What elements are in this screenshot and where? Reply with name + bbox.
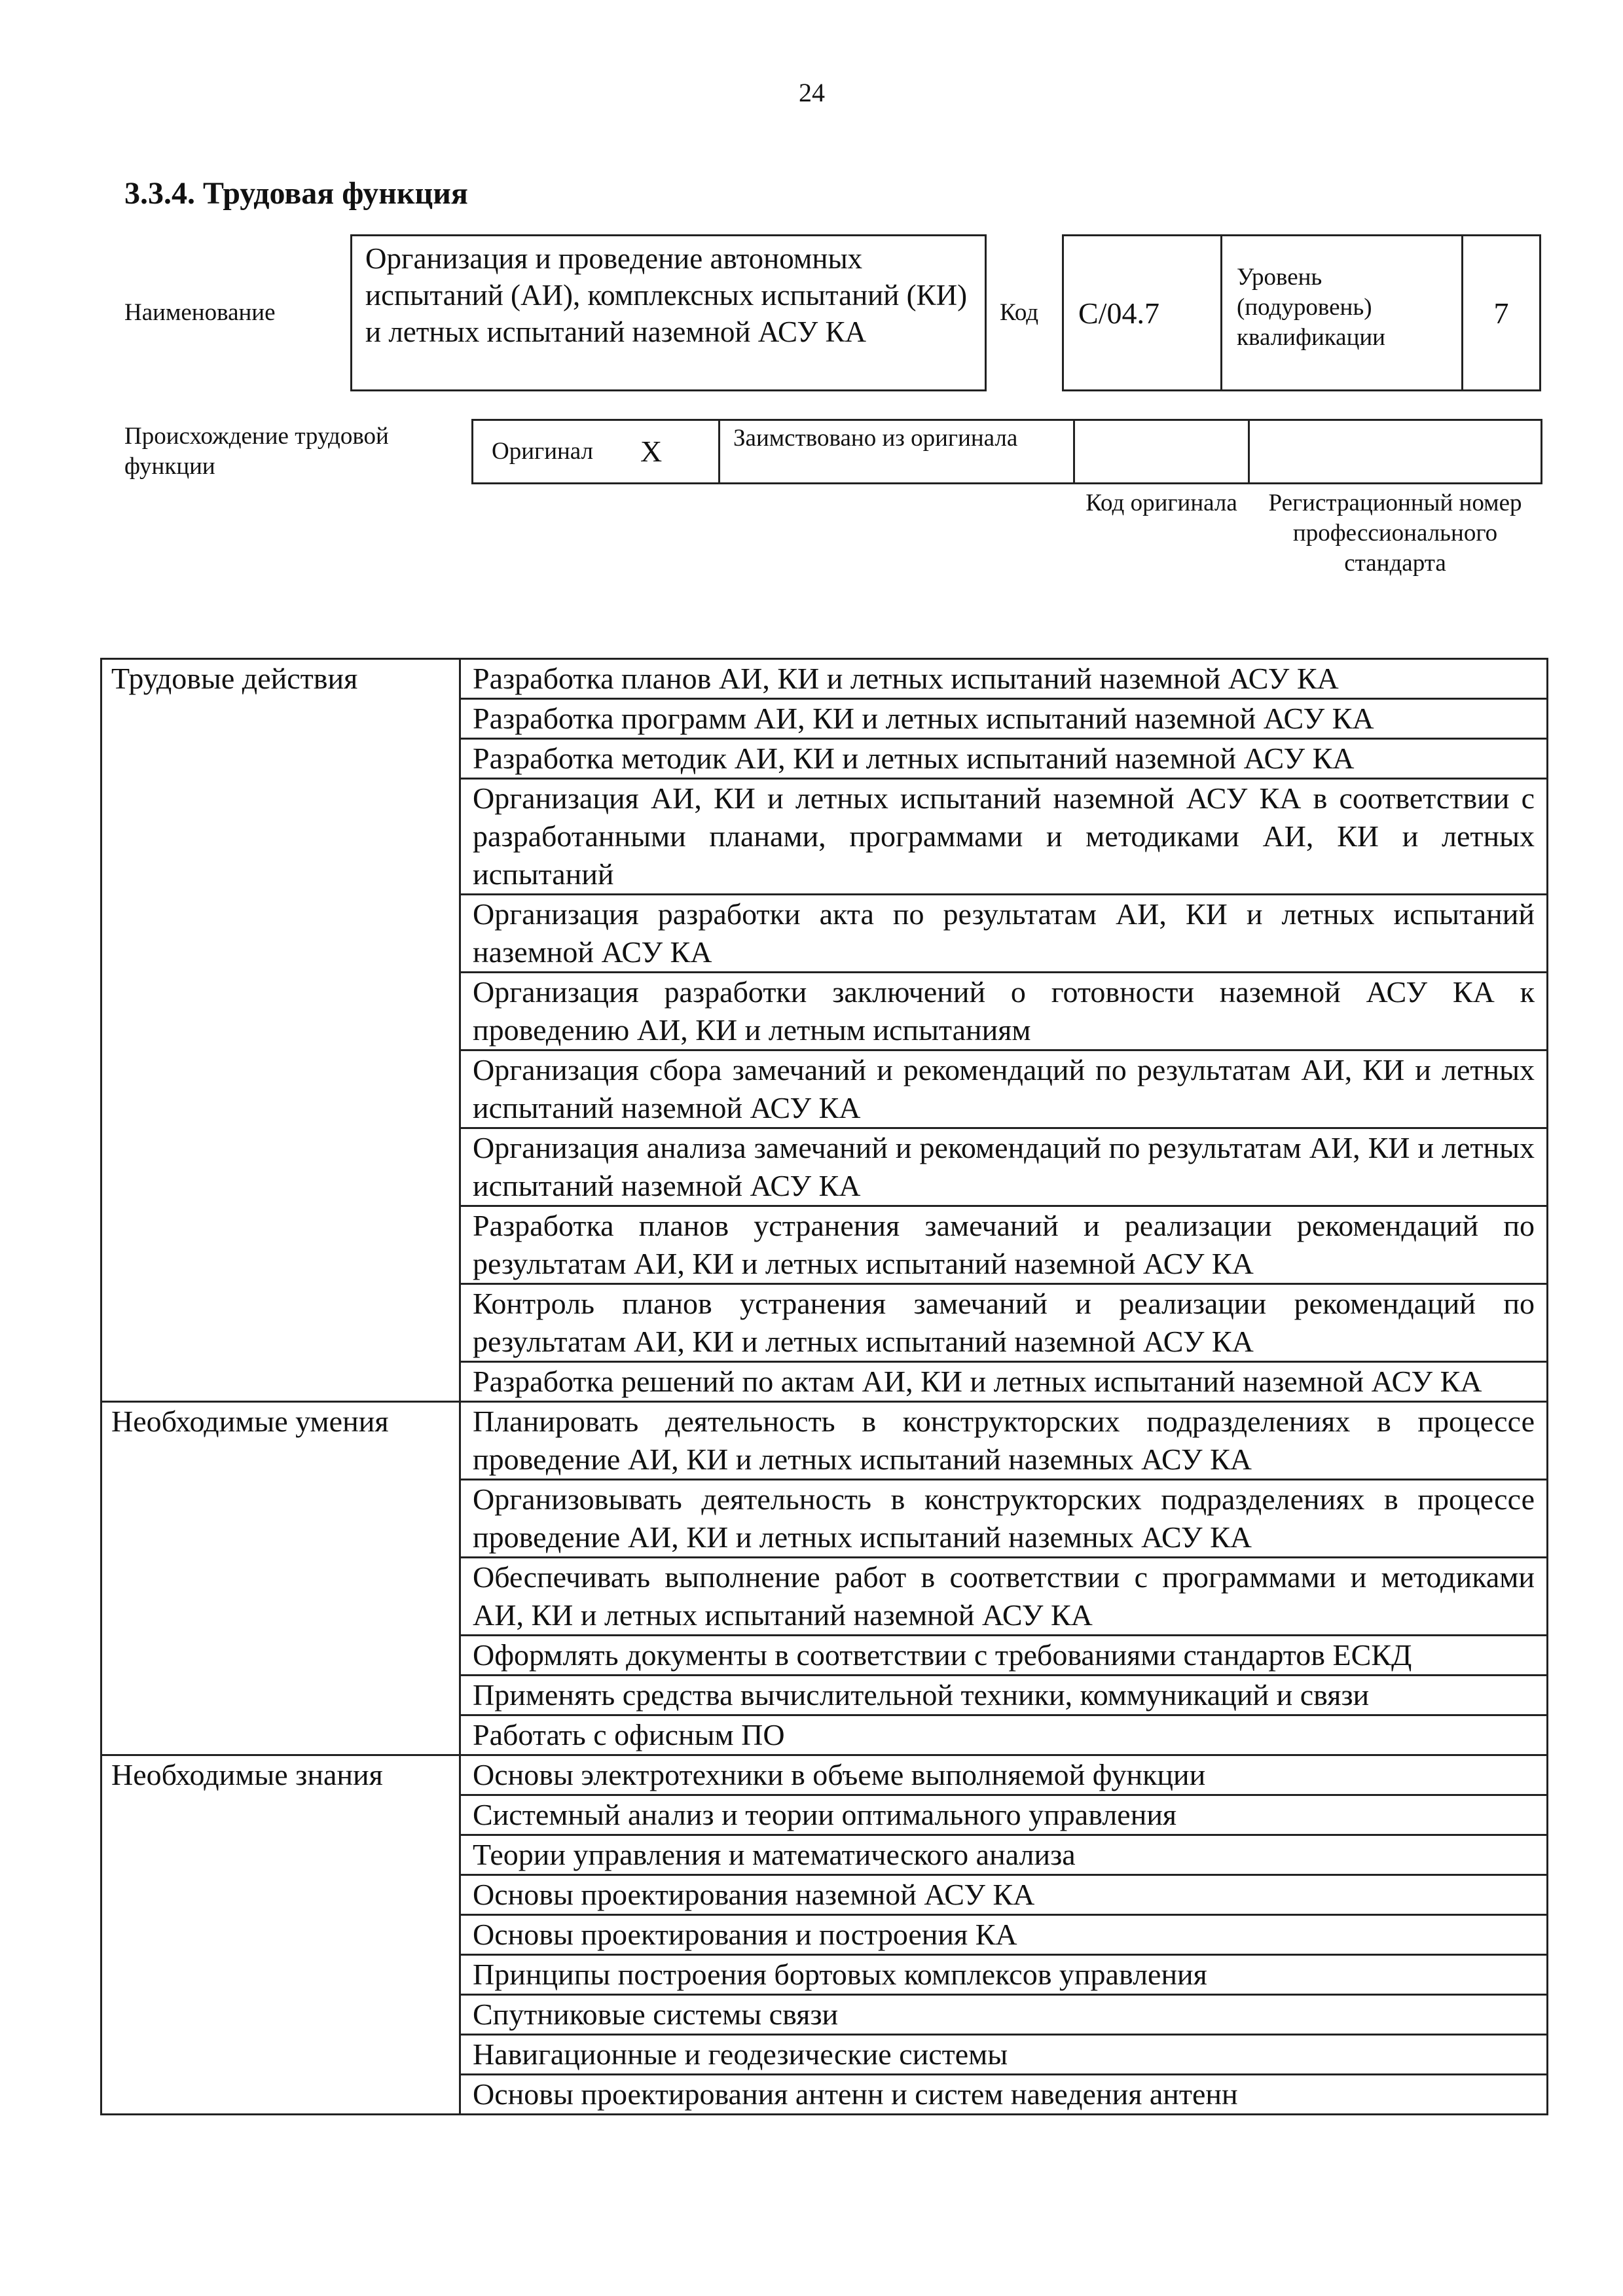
section-item: Принципы построения бортовых комплексов управления — [460, 1955, 1548, 1995]
table-row — [101, 1402, 1548, 1480]
section-item: Навигационные и геодезические системы — [460, 2035, 1548, 2075]
section-item: Организация АИ, КИ и летных испытаний наземной АСУ КА в соответствии с разработанными планами, программами и методиками АИ, КИ и летных испытаний — [460, 779, 1548, 895]
qualification-level-label: Уровень (подуровень) квалификации — [1222, 234, 1461, 391]
origin-code-caption: Код оригинала — [1085, 490, 1237, 516]
section-item: Организация разработки акта по результатам АИ, КИ и летных испытаний наземной АСУ КА — [460, 895, 1548, 973]
section-category: Трудовые действия — [101, 659, 460, 1402]
section-item: Основы проектирования антенн и систем наведения антенн — [460, 2075, 1548, 2115]
origin-regnum-caption: Регистрационный номер профессионального стандарта — [1268, 490, 1522, 577]
origin-code-cell — [1073, 419, 1250, 484]
origin-label: Происхождение трудовой функции — [124, 423, 389, 480]
section-item: Работать с офисным ПО — [460, 1715, 1548, 1755]
section-item: Оформлять документы в соответствии с требованиями стандартов ЕСКД — [460, 1636, 1548, 1676]
function-details-table — [100, 658, 1548, 2115]
section-item: Организация анализа замечаний и рекомендаций по результатам АИ, КИ и летных испытаний наземной АСУ КА — [460, 1128, 1548, 1206]
section-item: Основы проектирования наземной АСУ КА — [460, 1875, 1548, 1915]
section-title: 3.3.4. Трудовая функция — [124, 176, 468, 211]
section-item: Разработка планов устранения замечаний и реализации рекомендаций по результатам АИ, КИ и летных испытаний наземной АСУ КА — [460, 1206, 1548, 1284]
section-item: Организация разработки заключений о готовности наземной АСУ КА к проведению АИ, КИ и летным испытаниям — [460, 973, 1548, 1050]
section-item: Планировать деятельность в конструкторских подразделениях в процессе проведение АИ, КИ и летных испытаний наземных АСУ КА — [460, 1402, 1548, 1480]
code-label: Код — [1000, 299, 1039, 326]
original-mark: X — [640, 435, 663, 468]
section-item: Разработка методик АИ, КИ и летных испытаний наземной АСУ КА — [460, 739, 1548, 779]
section-item: Организация сбора замечаний и рекомендаций по результатам АИ, КИ и летных испытаний наземной АСУ КА — [460, 1050, 1548, 1128]
page-number: 24 — [799, 78, 825, 107]
origin-borrowed-cell: Заимствовано из оригинала — [718, 419, 1075, 484]
section-item: Теории управления и математического анализа — [460, 1835, 1548, 1875]
section-item: Разработка планов АИ, КИ и летных испытаний наземной АСУ КА — [460, 659, 1548, 699]
section-item: Разработка программ АИ, КИ и летных испытаний наземной АСУ КА — [460, 699, 1548, 739]
section-item: Контроль планов устранения замечаний и реализации рекомендаций по результатам АИ, КИ и летных испытаний наземной АСУ КА — [460, 1284, 1548, 1362]
section-item: Основы проектирования и построения КА — [460, 1915, 1548, 1955]
qualification-level-box: 7 — [1461, 234, 1541, 391]
section-item: Разработка решений по актам АИ, КИ и летных испытаний наземной АСУ КА — [460, 1362, 1548, 1402]
section-item: Системный анализ и теории оптимального управления — [460, 1795, 1548, 1835]
table-row — [101, 1755, 1548, 1795]
section-item: Спутниковые системы связи — [460, 1995, 1548, 2035]
origin-regnum-cell — [1248, 419, 1542, 484]
section-item: Обеспечивать выполнение работ в соответствии с программами и методиками АИ, КИ и летных испытаний наземной АСУ КА — [460, 1558, 1548, 1636]
original-label: Оригинал — [492, 438, 594, 465]
origin-original-cell — [471, 419, 720, 484]
table-row — [101, 659, 1548, 699]
function-name-box: Организация и проведение автономных испытаний (АИ), комплексных испытаний (КИ) и летных испытаний наземной АСУ КА — [350, 234, 987, 391]
section-category: Необходимые знания — [101, 1755, 460, 2115]
section-item: Основы электротехники в объеме выполняемой функции — [460, 1755, 1548, 1795]
code-box: C/04.7 — [1062, 234, 1222, 391]
name-label: Наименование — [124, 299, 276, 326]
section-item: Организовывать деятельность в конструкторских подразделениях в процессе проведение АИ, КИ и летных испытаний наземных АСУ КА — [460, 1480, 1548, 1558]
section-category: Необходимые умения — [101, 1402, 460, 1755]
section-item: Применять средства вычислительной техники, коммуникаций и связи — [460, 1676, 1548, 1715]
